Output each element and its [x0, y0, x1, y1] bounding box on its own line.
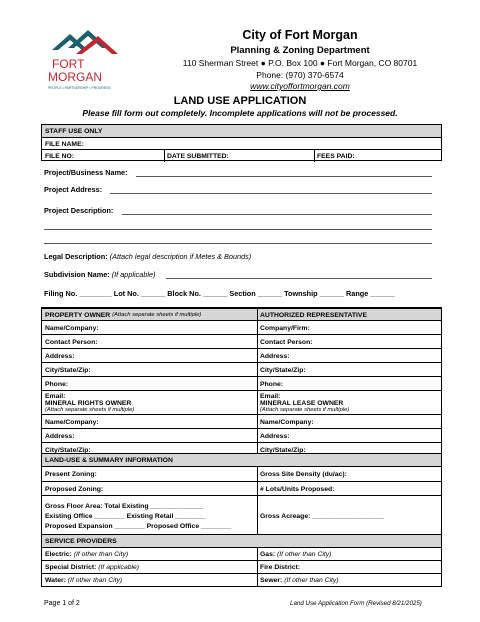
present-zoning-field[interactable]: Present Zoning: — [45, 471, 97, 478]
sewer-field[interactable]: Sewer: (If other than City) — [260, 577, 339, 584]
gross-acreage-field[interactable]: Gross Acreage: ___________________ — [260, 512, 385, 520]
gross-density-field[interactable]: Gross Site Density (du/ac): — [260, 471, 347, 478]
lots-units-field[interactable]: # Lots/Units Proposed: — [260, 485, 335, 493]
city-logo — [46, 28, 126, 94]
rep-phone-field[interactable]: Phone: — [260, 380, 284, 388]
subdivision-row — [44, 270, 156, 279]
mineral-lease-name-field[interactable]: Name/Company: — [260, 418, 314, 426]
property-owner-heading: PROPERTY OWNER (Attach separate sheets if multiple) — [45, 311, 202, 319]
floor-area-line-3: Proposed Expansion ________ Proposed Office ________ — [45, 522, 232, 530]
rep-email-field[interactable]: Email: — [260, 392, 281, 400]
filing-row[interactable]: Filing No. ________ Lot No. ______ Block No. ______ Section ______ Township ______ Range ______ — [44, 289, 395, 298]
service-providers-table — [41, 534, 442, 587]
instructions: Please fill form out completely. Incomplete applications will not be processed. — [82, 108, 398, 118]
owner-city-field[interactable]: City/State/Zip: — [45, 366, 91, 374]
fire-district-field[interactable]: Fire District: — [260, 564, 301, 571]
water-field[interactable]: Water: (If other than City) — [45, 577, 123, 584]
land-use-table — [41, 453, 442, 536]
electric-field[interactable]: Electric: (If other than City) — [45, 551, 129, 558]
file-no-field[interactable]: FILE NO: — [45, 152, 75, 160]
staff-use-table — [41, 124, 442, 161]
logo-text-morgan: MORGAN — [48, 70, 102, 84]
project-name-line[interactable] — [136, 176, 432, 177]
subdivision-line[interactable] — [166, 278, 432, 279]
legal-description-row — [44, 252, 251, 261]
fees-paid-field[interactable]: FEES PAID: — [317, 152, 355, 160]
project-description-label: Project Description: — [44, 206, 114, 215]
legal-description-note: (Attach legal description if Metes & Bounds) — [109, 252, 252, 261]
proposed-zoning-field[interactable]: Proposed Zoning: — [45, 485, 104, 493]
rep-contact-field[interactable]: Contact Person: — [260, 338, 313, 346]
form-title: LAND USE APPLICATION — [173, 95, 307, 107]
phone: Phone: (970) 370-6574 — [256, 70, 344, 80]
mineral-lease-heading: MINERAL LEASE OWNER (Attach separate sheets if multiple) — [260, 400, 350, 413]
mineral-lease-city-field[interactable]: City/State/Zip: — [260, 446, 306, 454]
page-number: Page 1 of 2 — [44, 600, 80, 607]
project-address-line[interactable] — [110, 193, 432, 194]
project-description-line-1[interactable] — [122, 214, 432, 215]
rep-company-field[interactable]: Company/Firm: — [260, 324, 310, 332]
logo-text-fort: FORT — [52, 57, 85, 71]
service-providers-heading: SERVICE PROVIDERS — [45, 537, 117, 545]
form-revision: Land Use Application Form (Revised 8/21/2025) — [290, 600, 422, 607]
authorized-rep-heading: AUTHORIZED REPRESENTATIVE — [260, 311, 367, 319]
legal-description-label: Legal Description: — [44, 252, 108, 261]
owner-name-field[interactable]: Name/Company: — [45, 324, 99, 332]
subdivision-label: Subdivision Name: — [44, 270, 110, 279]
project-description-line-3[interactable] — [44, 243, 432, 244]
floor-area-line-1: Gross Floor Area: Total Existing ______________ — [45, 502, 204, 510]
subdivision-note: (If applicable) — [111, 270, 156, 279]
file-name-field[interactable]: FILE NAME: — [45, 140, 84, 148]
project-name-label: Project/Business Name: — [44, 168, 128, 177]
department-name: Planning & Zoning Department — [230, 45, 370, 56]
floor-area-block[interactable] — [42, 496, 257, 536]
owner-phone-field[interactable]: Phone: — [45, 380, 69, 388]
address: 110 Sherman Street ● P.O. Box 100 ● Fort Morgan, CO 80701 — [182, 58, 418, 68]
owner-address-field[interactable]: Address: — [45, 352, 75, 360]
mineral-rights-city-field[interactable]: City/State/Zip: — [45, 446, 91, 454]
mineral-rights-name-field[interactable]: Name/Company: — [45, 418, 99, 426]
logo-tagline: PEOPLE • PARTNERSHIP • PROGRESS — [48, 86, 111, 90]
staff-heading: STAFF USE ONLY — [45, 127, 103, 135]
gas-field[interactable]: Gas: (If other than City) — [260, 551, 332, 558]
owner-email-field[interactable]: Email: — [45, 392, 66, 400]
website-link[interactable]: www.cityoffortmorgan.com — [250, 81, 350, 91]
mineral-lease-address-field[interactable]: Address: — [260, 432, 290, 440]
land-use-heading: LAND-USE & SUMMARY INFORMATION — [45, 456, 173, 464]
project-description-line-2[interactable] — [44, 229, 432, 230]
rep-city-field[interactable]: City/State/Zip: — [260, 366, 306, 374]
owners-table — [41, 307, 442, 457]
mineral-rights-address-field[interactable]: Address: — [45, 432, 75, 440]
project-address-label: Project Address: — [44, 185, 103, 194]
mineral-rights-heading: MINERAL RIGHTS OWNER (Attach separate sheets if multiple) — [45, 400, 135, 413]
city-name: City of Fort Morgan — [242, 28, 358, 42]
owner-contact-field[interactable]: Contact Person: — [45, 338, 98, 346]
rep-address-field[interactable]: Address: — [260, 352, 290, 360]
floor-area-line-2: Existing Office ________ Existing Retail ________ — [45, 512, 206, 520]
special-district-field[interactable]: Special District: (If applicable) — [45, 564, 140, 571]
date-submitted-field[interactable]: DATE SUBMITTED: — [167, 152, 229, 160]
